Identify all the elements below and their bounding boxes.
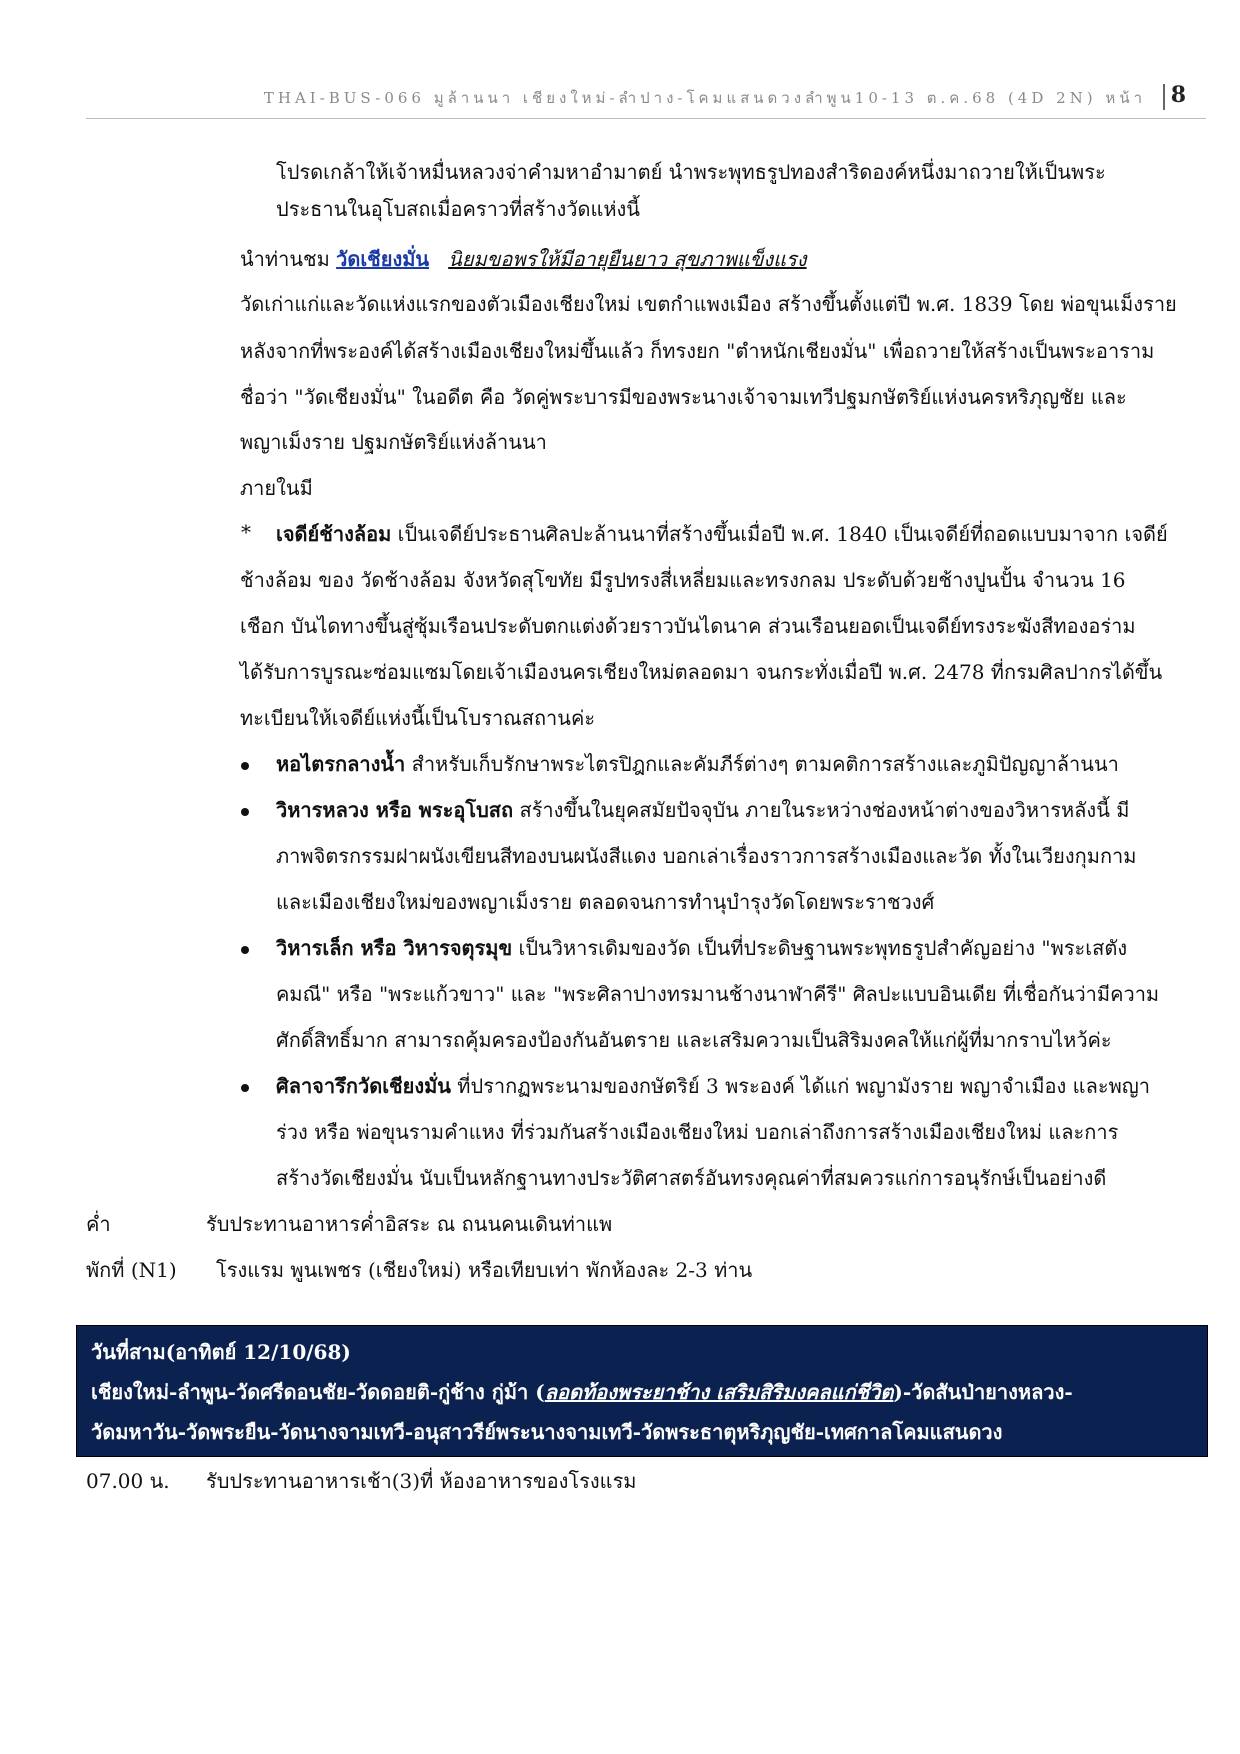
bullet-icon [241, 762, 249, 770]
page-header [86, 82, 1206, 119]
paragraph-line: ศักดิ์สิทธิ์มาก สามารถคุ้มครองป้องกันอันตราย และเสริมความเป็นสิริมงคลให้แก่ผู้ที่มากราบไหว้ค่ะ [276, 1028, 1112, 1052]
bullet-item [276, 1072, 1150, 1100]
header-divider [1163, 84, 1165, 110]
paragraph-line: สร้างวัดเชียงมั่น นับเป็นหลักฐานทางประวัติศาสตร์อันทรงคุณค่าที่สมควรแก่การอนุรักษ์เป็นอย่างดี [276, 1166, 1107, 1190]
paragraph-line: ได้รับการบูรณะซ่อมแซมโดยเจ้าเมืองนครเชียงใหม่ตลอดมา จนกระทั่งเมื่อปี พ.ศ. 2478 ที่กรมศิลปากรได้ขึ้น [240, 660, 1163, 684]
bullet-text: สร้างขึ้นในยุคสมัยปัจจุบัน ภายในระหว่างช่องหน้าต่างของวิหารหลังนี้ มี [513, 798, 1130, 822]
bullet-item [276, 750, 1119, 778]
bullet-title: ศิลาจารึกวัดเชียงมั่น [276, 1074, 451, 1098]
bullet-text: สำหรับเก็บรักษาพระไตรปิฎกและคัมภีร์ต่างๆ ตามคติการสร้างและภูมิปัญญาล้านนา [405, 752, 1119, 776]
paragraph-line: ช้างล้อม ของ วัดช้างล้อม จังหวัดสุโขทัย มีรูปทรงสี่เหลี่ยมและทรงกลม ประดับด้วยช้างปูนปั้น จำนวน 16 [240, 568, 1126, 592]
paragraph-line: ทะเบียนให้เจดีย์แห่งนี้เป็นโบราณสถานค่ะ [240, 706, 596, 730]
bullet-title: หอไตรกลางน้ำ [276, 752, 406, 776]
bullet-text: ที่ปรากฏพระนามของกษัตริย์ 3 พระองค์ ได้แก่ พญามังราย พญาจำเมือง และพญา [450, 1074, 1151, 1098]
day-banner [76, 1325, 1208, 1457]
visit-prefix: นำท่านชม [240, 247, 337, 271]
chedi-text: เป็นเจดีย์ประธานศิลปะล้านนาที่สร้างขึ้นเมื่อปี พ.ศ. 1840 เป็นเจดีย์ที่ถอดแบบมาจาก เจดีย์ [391, 522, 1168, 546]
banner-route-line-1 [91, 1378, 1073, 1406]
visit-note: นิยมขอพรให้มีอายุยืนยาว สุขภาพแข็งแรง [448, 247, 807, 271]
bullet-item [276, 796, 1129, 824]
star-marker: * [241, 520, 251, 544]
banner-route-line-2: วัดมหาวัน-วัดพระยืน-วัดนางจามเทวี-อนุสาวรีย์พระนางจามเทวี-วัดพระธาตุหริภุญชัย-เทศกาลโคมแสนดวง [91, 1420, 1003, 1444]
paragraph-line: ชื่อว่า "วัดเชียงมั่น" ในอดีต คือ วัดคู่พระบารมีของพระนางเจ้าจามเทวีปฐมกษัตริย์แห่งนครหริภุญชัย และ [240, 385, 1127, 409]
banner-day: วันที่สาม(อาทิตย์ 12/10/68) [91, 1340, 351, 1364]
paragraph-line: ภาพจิตรกรรมฝาผนังเขียนสีทองบนผนังสีแดง บอกเล่าเรื่องราวการสร้างเมืองและวัด ทั้งในเวียงกุมกาม [276, 844, 1137, 868]
bullet-title: วิหารหลวง หรือ พระอุโบสถ [276, 798, 514, 822]
temple-name: วัดเชียงมั่น [336, 247, 430, 271]
bullet-title: วิหารเล็ก หรือ วิหารจตุรมุข [276, 936, 513, 960]
paragraph-line: คมณี" หรือ "พระแก้วขาว" และ "พระศิลาปางทรมานช้างนาฬาคีรี" ศิลปะแบบอินเดีย ที่เชื่อกันว่ามีความ [276, 982, 1160, 1006]
paragraph-line: พญาเม็งราย ปฐมกษัตริย์แห่งล้านนา [240, 430, 547, 454]
chedi-title: เจดีย์ช้างล้อม [276, 522, 392, 546]
hotel-text: โรงแรม พูนเพชร (เชียงใหม่) หรือเทียบเท่า พักห้องละ 2-3 ท่าน [216, 1258, 753, 1282]
page-number: 8 [1170, 82, 1186, 108]
route-part: เชียงใหม่-ลำพูน-วัดศรีดอนชัย-วัดดอยติ-กู่ช้าง กู่ม้า ( [91, 1380, 545, 1404]
bullet-icon [241, 808, 249, 816]
paragraph-line: โปรดเกล้าให้เจ้าหมื่นหลวงจ่าคำมหาอำมาตย์ นำพระพุทธรูปทองสำริดองค์หนึ่งมาถวายให้เป็นพระ [276, 160, 1106, 184]
header-title: THAI-BUS-066 มูล้านนา เชียงใหม่-ลำปาง-โคมแสนดวงลำพูน10-13 ต.ค.68 (4D 2N) หน้า [263, 89, 1146, 107]
paragraph-line: หลังจากที่พระองค์ได้สร้างเมืองเชียงใหม่ขึ้นแล้ว ก็ทรงยก "ตำหนักเชียงมั่น" เพื่อถวายให้สร้างเป็นพระอาราม [240, 339, 1155, 363]
bullet-icon [241, 1084, 249, 1092]
route-highlight: ลอดท้องพระยาช้าง เสริมสิริมงคลแก่ชีวิต [544, 1380, 894, 1404]
route-part: )-วัดสันป่ายางหลวง- [893, 1380, 1073, 1404]
paragraph-line: เชือก บันไดทางขึ้นสู่ซุ้มเรือนประดับตกแต่งด้วยราวบันไดนาค ส่วนเรือนยอดเป็นเจดีย์ทรงระฆังสีทองอร่าม [240, 614, 1136, 638]
paragraph-line: ร่วง หรือ พ่อขุนรามคำแหง ที่ร่วมกันสร้างเมืองเชียงใหม่ บอกเล่าถึงการสร้างเมืองเชียงใหม่ และการ [276, 1120, 1119, 1144]
inside-label: ภายในมี [240, 476, 313, 500]
breakfast-text: รับประทานอาหารเช้า(3)ที่ ห้องอาหารของโรงแรม [206, 1469, 637, 1493]
visit-line [240, 245, 807, 273]
paragraph-line: วัดเก่าแก่และวัดแห่งแรกของตัวเมืองเชียงใหม่ เขตกำแพงเมือง สร้างขึ้นตั้งแต่ปี พ.ศ. 1839 โดย พ่อขุนเม็งราย [240, 292, 1177, 316]
chedi-line [276, 520, 1168, 548]
paragraph-line: และเมืองเชียงใหม่ของพญาเม็งราย ตลอดจนการทำนุบำรุงวัดโดยพระราชวงศ์ [276, 890, 935, 914]
paragraph-line: ประธานในอุโบสถเมื่อคราวที่สร้างวัดแห่งนี้ [276, 197, 640, 221]
bullet-item [276, 934, 1127, 962]
bullet-icon [241, 946, 249, 954]
dinner-label: ค่ำ [86, 1212, 111, 1236]
bullet-text: เป็นวิหารเดิมของวัด เป็นที่ประดิษฐานพระพุทธรูปสำคัญอย่าง "พระเสตัง [512, 936, 1128, 960]
hotel-label: พักที่ (N1) [86, 1258, 177, 1282]
dinner-text: รับประทานอาหารค่ำอิสระ ณ ถนนคนเดินท่าแพ [206, 1212, 613, 1236]
breakfast-time: 07.00 น. [86, 1469, 170, 1493]
